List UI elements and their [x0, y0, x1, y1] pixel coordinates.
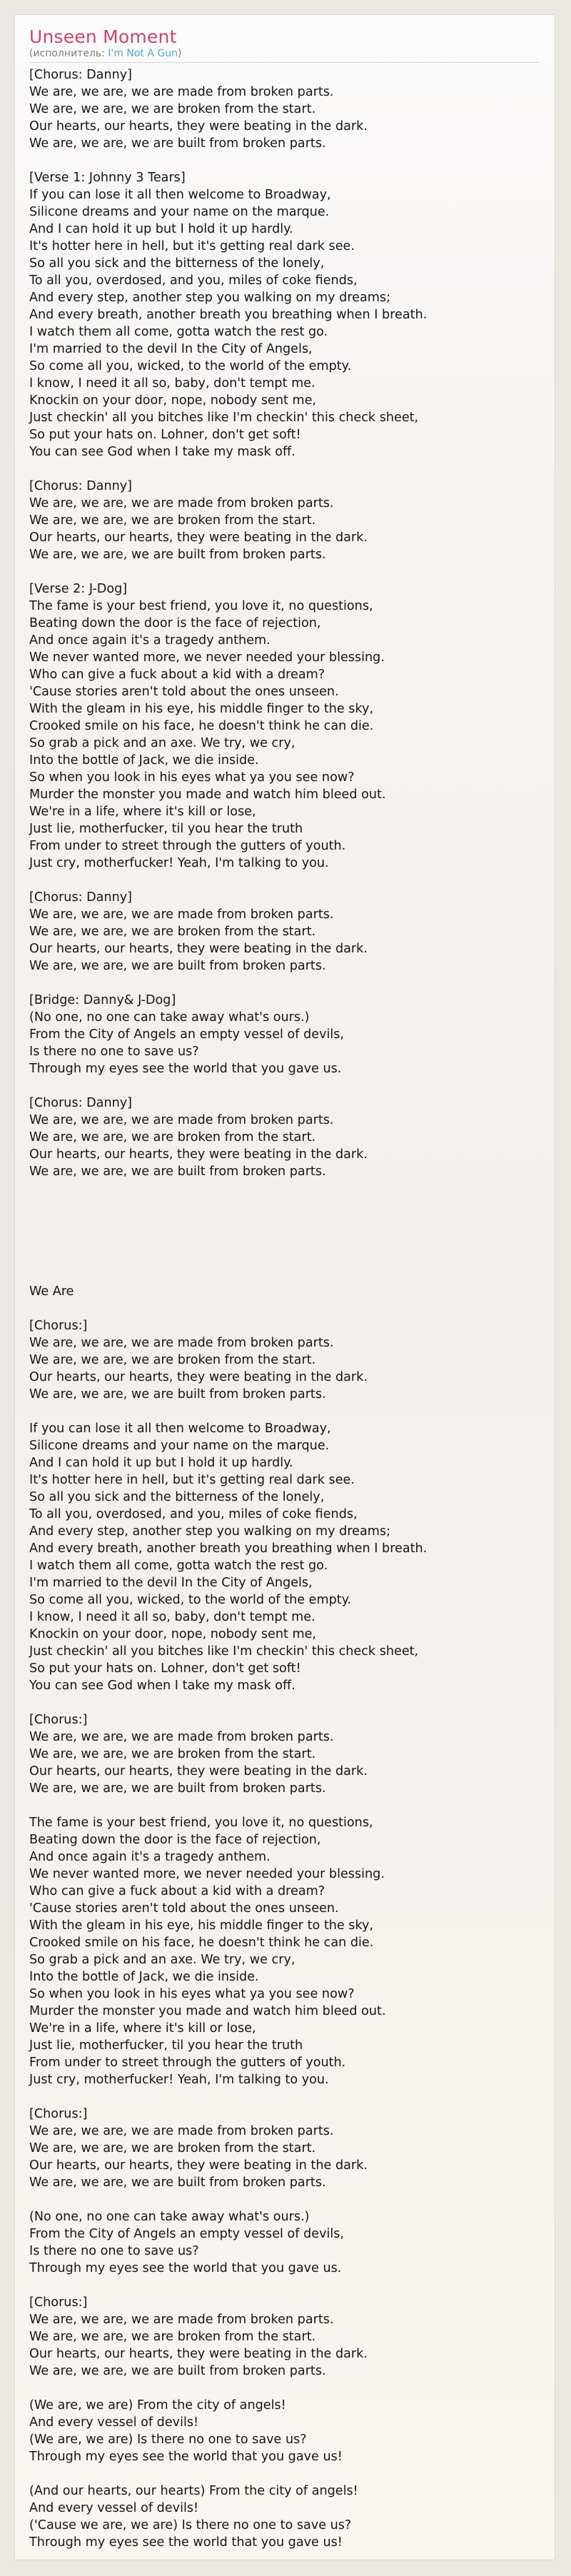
lyric-line: Just cry, motherfucker! Yeah, I'm talking to you. [29, 2073, 329, 2087]
lyric-line: Is there no one to save us? [29, 1045, 199, 1059]
lyric-line: To all you, overdosed, and you, miles of coke fiends, [29, 273, 358, 288]
lyric-line: I'm married to the devil In the City of Angels, [29, 1576, 313, 1590]
lyric-line: Is there no one to save us? [29, 2244, 199, 2258]
lyric-line: We are, we are, we are broken from the start. [29, 1130, 316, 1144]
lyric-line: Our hearts, our hearts, they were beating in the dark. [29, 942, 368, 956]
lyric-line: It's hotter here in hell, but it's getting real dark see. [29, 1473, 355, 1487]
artist-link[interactable]: I'm Not A Gun [108, 48, 178, 59]
lyric-line: We are, we are, we are built from broken parts. [29, 1387, 326, 1402]
lyric-line: With the gleam in his eye, his middle finger to the sky, [29, 1918, 374, 1933]
lyric-line: You can see God when I take my mask off. [29, 445, 295, 459]
lyric-line: If you can lose it all then welcome to Broadway, [29, 1422, 331, 1436]
song-title: Unseen Moment [29, 26, 177, 47]
lyric-line: Our hearts, our hearts, they were beating in the dark. [29, 1147, 368, 1162]
lyric-line: Just cry, motherfucker! Yeah, I'm talking to you. [29, 856, 329, 870]
lyric-line: And every step, another step you walking on my dreams; [29, 291, 391, 305]
lyric-line [29, 975, 543, 992]
lyric-line: We are, we are, we are built from broken parts. [29, 548, 326, 562]
lyric-line: We are, we are, we are made from broken parts. [29, 2124, 334, 2138]
lyric-line: Knockin on your door, nope, nobody sent me, [29, 393, 317, 408]
lyric-line: We are, we are, we are broken from the start. [29, 1747, 316, 1761]
lyric-line: I'm married to the devil In the City of Angels, [29, 342, 313, 356]
lyric-line: Into the bottle of Jack, we die inside. [29, 1970, 259, 1984]
lyric-line: We never wanted more, we never needed your blessing. [29, 1867, 385, 1881]
lyric-line: Murder the monster you made and watch him bleed out. [29, 2004, 386, 2018]
lyric-line: Who can give a fuck about a kid with a dream? [29, 668, 325, 682]
lyric-line: We are, we are, we are made from broken parts. [29, 2313, 334, 2327]
lyric-line: We are, we are, we are made from broken parts. [29, 1730, 334, 1744]
lyric-line: We are, we are, we are made from broken parts. [29, 907, 334, 922]
lyric-line: We are, we are, we are made from broken parts. [29, 1336, 334, 1350]
lyric-line: We're in a life, where it's kill or lose, [29, 805, 256, 819]
lyric-line: (No one, no one can take away what's ours.) [29, 1010, 310, 1025]
lyric-line: We are, we are, we are broken from the start. [29, 2141, 316, 2155]
lyric-line: [Chorus: Danny] [29, 68, 133, 82]
lyric-line: It's hotter here in hell, but it's getting real dark see. [29, 239, 355, 253]
lyric-line: From under to street through the gutters of youth. [29, 839, 346, 853]
lyric-line: We are, we are, we are broken from the start. [29, 102, 316, 116]
lyric-line: And once again it's a tragedy anthem. [29, 1850, 271, 1864]
lyric-line [29, 1180, 543, 1197]
lyric-line: We are, we are, we are built from broken parts. [29, 2175, 326, 2190]
lyric-line: And every vessel of devils! [29, 2415, 199, 2430]
lyric-line: Our hearts, our hearts, they were beating in the dark. [29, 2158, 368, 2173]
lyric-line: We are, we are, we are broken from the start. [29, 513, 316, 528]
lyric-line [29, 1403, 543, 1420]
lyric-line: I watch them all come, gotta watch the rest go. [29, 1559, 328, 1573]
lyric-line: And every vessel of devils! [29, 2501, 199, 2515]
lyric-line: (No one, no one can take away what's ours.) [29, 2210, 310, 2224]
lyric-line [29, 1232, 543, 1249]
lyric-line: We are, we are, we are made from broken parts. [29, 1113, 334, 1127]
lyric-line: So put your hats on. Lohner, don't get soft! [29, 428, 301, 442]
lyric-line: From the City of Angels an empty vessel of devils, [29, 1027, 345, 1042]
lyric-line: Our hearts, our hearts, they were beating in the dark. [29, 119, 368, 134]
lyric-line: Silicone dreams and your name on the marque. [29, 1439, 330, 1453]
lyric-line [29, 563, 543, 580]
lyric-line: And I can hold it up but I hold it up hardly. [29, 1456, 293, 1470]
lyric-line: From the City of Angels an empty vessel of devils, [29, 2227, 345, 2241]
lyric-line: And every breath, another breath you breathing when I breath. [29, 1541, 428, 1556]
lyric-line: So come all you, wicked, to the world of the empty. [29, 1593, 352, 1607]
lyric-line: Our hearts, our hearts, they were beating in the dark. [29, 1764, 368, 1778]
lyric-line: [Chorus: Danny] [29, 890, 133, 905]
lyric-line: ('Cause we are, we are) Is there no one to save us? [29, 2518, 352, 2532]
lyric-line: And every breath, another breath you breathing when I breath. [29, 308, 428, 322]
lyric-line: So all you sick and the bitterness of the lonely, [29, 1490, 325, 1504]
song-header [29, 26, 540, 63]
lyric-line [29, 1797, 543, 1814]
lyric-line [29, 2465, 543, 2482]
lyric-line: The fame is your best friend, you love it, no questions, [29, 1816, 373, 1830]
lyric-line [29, 2191, 543, 2208]
lyric-line [29, 461, 543, 478]
lyric-line: We never wanted more, we never needed your blessing. [29, 650, 385, 665]
lyric-line: (We are, we are) From the city of angels! [29, 2398, 286, 2413]
lyric-line: Beating down the door is the face of rejection, [29, 616, 321, 630]
lyric-line: And every step, another step you walking on my dreams; [29, 1524, 391, 1539]
lyric-line [29, 1077, 543, 1095]
lyric-line: We Are [29, 1284, 74, 1299]
lyric-line: So come all you, wicked, to the world of the empty. [29, 359, 352, 373]
lyric-line: Just checkin' all you bitches like I'm checkin' this check sheet, [29, 411, 419, 425]
lyric-line: [Verse 2: J-Dog] [29, 582, 128, 596]
lyric-line: If you can lose it all then welcome to Broadway, [29, 188, 331, 202]
lyric-line [29, 1249, 543, 1266]
artist-suffix: ) [177, 48, 182, 59]
lyric-line: I watch them all come, gotta watch the rest go. [29, 325, 328, 339]
lyric-line: So all you sick and the bitterness of the lonely, [29, 256, 325, 271]
lyric-line: Crooked smile on his face, he doesn't think he can die. [29, 1936, 374, 1950]
lyric-line: Just lie, motherfucker, til you hear the truth [29, 2038, 303, 2053]
lyric-line: You can see God when I take my mask off. [29, 1679, 295, 1693]
lyric-line: Beating down the door is the face of rejection, [29, 1833, 321, 1847]
lyric-line [29, 1214, 543, 1232]
lyric-line: Who can give a fuck about a kid with a dream? [29, 1884, 325, 1898]
lyric-line: [Chorus:] [29, 2107, 88, 2121]
lyric-line: [Chorus:] [29, 1713, 88, 1727]
lyric-line: We are, we are, we are broken from the start. [29, 925, 316, 939]
lyric-line [29, 2277, 543, 2294]
lyric-line: Through my eyes see the world that you gave us! [29, 2535, 343, 2550]
lyric-line: So when you look in his eyes what ya you see now? [29, 770, 355, 785]
lyric-line: [Chorus:] [29, 1319, 88, 1333]
lyric-line: So grab a pick and an axe. We try, we cry, [29, 736, 295, 750]
lyric-line: [Chorus: Danny] [29, 1096, 133, 1110]
lyric-line: Silicone dreams and your name on the marque. [29, 205, 330, 219]
lyric-line: [Bridge: Danny& J-Dog] [29, 993, 176, 1007]
lyric-line: Our hearts, our hearts, they were beating in the dark. [29, 1370, 368, 1384]
lyric-line: (And our hearts, our hearts) From the city of angels! [29, 2484, 358, 2498]
lyric-line: Through my eyes see the world that you gave us. [29, 1062, 342, 1076]
lyric-line [29, 1197, 543, 1214]
lyric-line: From under to street through the gutters of youth. [29, 2056, 346, 2070]
lyric-line: With the gleam in his eye, his middle finger to the sky, [29, 702, 374, 716]
lyric-line: [Chorus: Danny] [29, 479, 133, 493]
lyric-line: We are, we are, we are built from broken parts. [29, 1781, 326, 1796]
lyric-line: [Verse 1: Johnny 3 Tears] [29, 171, 186, 185]
lyric-line: 'Cause stories aren't told about the ones unseen. [29, 1901, 339, 1916]
lyric-line: And once again it's a tragedy anthem. [29, 633, 271, 648]
lyric-line [29, 1266, 543, 1283]
lyric-line: Murder the monster you made and watch him bleed out. [29, 788, 386, 802]
lyric-line [29, 1300, 543, 1317]
lyric-line: Knockin on your door, nope, nobody sent me, [29, 1627, 317, 1641]
lyric-line: We are, we are, we are built from broken parts. [29, 959, 326, 973]
lyric-line: So when you look in his eyes what ya you see now? [29, 1987, 355, 2001]
lyric-line: Through my eyes see the world that you gave us. [29, 2261, 342, 2275]
lyric-line: The fame is your best friend, you love it, no questions, [29, 599, 373, 613]
lyric-line: I know, I need it all so, baby, don't tempt me. [29, 1610, 315, 1624]
lyric-line: So put your hats on. Lohner, don't get soft! [29, 1661, 301, 1676]
lyric-line [29, 1694, 543, 1711]
lyric-line: We are, we are, we are broken from the start. [29, 1353, 316, 1367]
lyric-line: Our hearts, our hearts, they were beating in the dark. [29, 530, 368, 545]
lyric-line [29, 2380, 543, 2397]
lyric-line: To all you, overdosed, and you, miles of coke fiends, [29, 1507, 358, 1521]
lyric-line: I know, I need it all so, baby, don't tempt me. [29, 376, 315, 391]
lyric-line: Into the bottle of Jack, we die inside. [29, 753, 259, 768]
artist-line [29, 48, 540, 59]
lyric-line: We are, we are, we are built from broken parts. [29, 1164, 326, 1179]
lyric-line: We are, we are, we are built from broken parts. [29, 136, 326, 151]
lyric-line: We are, we are, we are made from broken parts. [29, 496, 334, 510]
lyric-line: Just lie, motherfucker, til you hear the truth [29, 822, 303, 836]
lyric-line: And I can hold it up but I hold it up hardly. [29, 222, 293, 236]
lyrics-body [29, 66, 543, 2551]
lyric-line: So grab a pick and an axe. We try, we cry, [29, 1953, 295, 1967]
lyric-line [29, 2088, 543, 2105]
lyric-line: Just checkin' all you bitches like I'm checkin' this check sheet, [29, 1644, 419, 1659]
lyric-line: We are, we are, we are broken from the start. [29, 2330, 316, 2344]
lyric-line [29, 872, 543, 889]
lyric-line: We are, we are, we are built from broken parts. [29, 2364, 326, 2378]
lyric-line: 'Cause stories aren't told about the ones unseen. [29, 685, 339, 699]
lyric-line: Crooked smile on his face, he doesn't think he can die. [29, 719, 374, 733]
lyric-line: We're in a life, where it's kill or lose, [29, 2021, 256, 2036]
lyric-line: Through my eyes see the world that you gave us! [29, 2450, 343, 2464]
lyrics-page [14, 14, 555, 2560]
lyric-line: [Chorus:] [29, 2295, 88, 2310]
artist-prefix: (исполнитель: [29, 48, 108, 59]
lyric-line: Our hearts, our hearts, they were beating in the dark. [29, 2347, 368, 2361]
lyric-line [29, 152, 543, 169]
lyric-line: We are, we are, we are made from broken parts. [29, 85, 334, 99]
lyric-line: (We are, we are) Is there no one to save us? [29, 2432, 307, 2447]
